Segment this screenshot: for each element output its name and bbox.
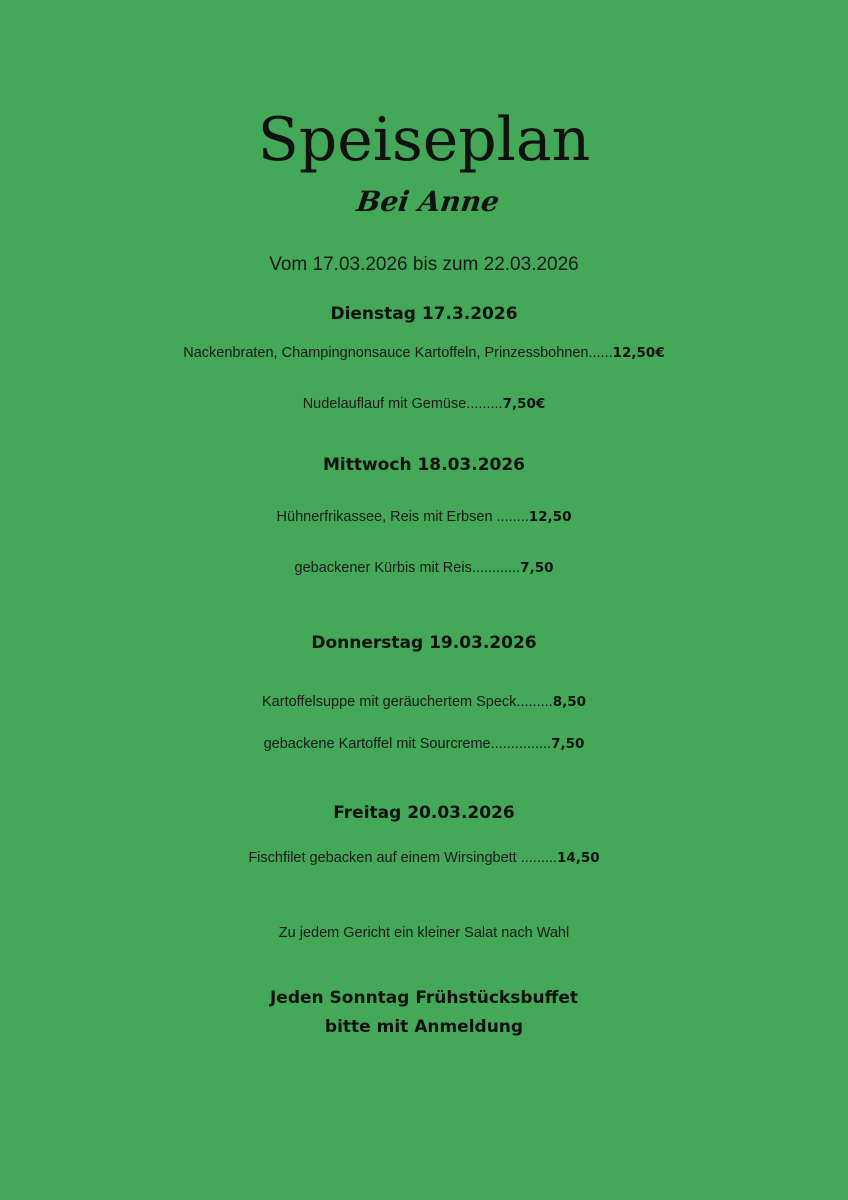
dish-name: Hühnerfrikassee, Reis mit Erbsen ........ (276, 509, 529, 525)
dish-name: gebackene Kartoffel mit Sourcreme............... (263, 736, 552, 752)
dish-name: Nackenbraten, Champingnonsauce Kartoffeln, Prinzessbohnen...... (183, 345, 613, 361)
salad-note: Zu jedem Gericht ein kleiner Salat nach Wahl (278, 925, 570, 941)
menu-item (0, 506, 848, 528)
day-heading-friday: Freitag 20.03.2026 (333, 803, 515, 823)
menu-item (0, 733, 848, 755)
restaurant-name: Bei Anne (354, 185, 502, 218)
menu-item (0, 557, 848, 579)
registration-note: bitte mit Anmeldung (324, 1017, 524, 1037)
page-title: Speiseplan (257, 105, 591, 175)
sunday-buffet-note: Jeden Sonntag Frühstücksbuffet (269, 988, 579, 1008)
dish-price: 8,50 (552, 694, 586, 710)
dish-name: Fischfilet gebacken auf einem Wirsingbett ......... (248, 850, 557, 866)
dish-price: 12,50€ (612, 345, 665, 361)
menu-item (0, 691, 848, 713)
dish-price: 7,50€ (502, 396, 546, 412)
menu-item (0, 393, 848, 415)
menu-period: Vom 17.03.2026 bis zum 22.03.2026 (269, 254, 579, 275)
dish-name: Nudelauflauf mit Gemüse......... (302, 396, 503, 412)
dish-price: 7,50 (520, 560, 554, 576)
dish-price: 7,50 (551, 736, 585, 752)
dish-price: 14,50 (556, 850, 600, 866)
dish-price: 12,50 (528, 509, 572, 525)
menu-item (0, 342, 848, 364)
day-heading-thursday: Donnerstag 19.03.2026 (311, 633, 537, 653)
dish-name: Kartoffelsuppe mit geräuchertem Speck......... (262, 694, 553, 710)
dish-name: gebackener Kürbis mit Reis............ (294, 560, 521, 576)
day-heading-tuesday: Dienstag 17.3.2026 (330, 304, 518, 324)
menu-item (0, 847, 848, 869)
day-heading-wednesday: Mittwoch 18.03.2026 (322, 455, 526, 475)
